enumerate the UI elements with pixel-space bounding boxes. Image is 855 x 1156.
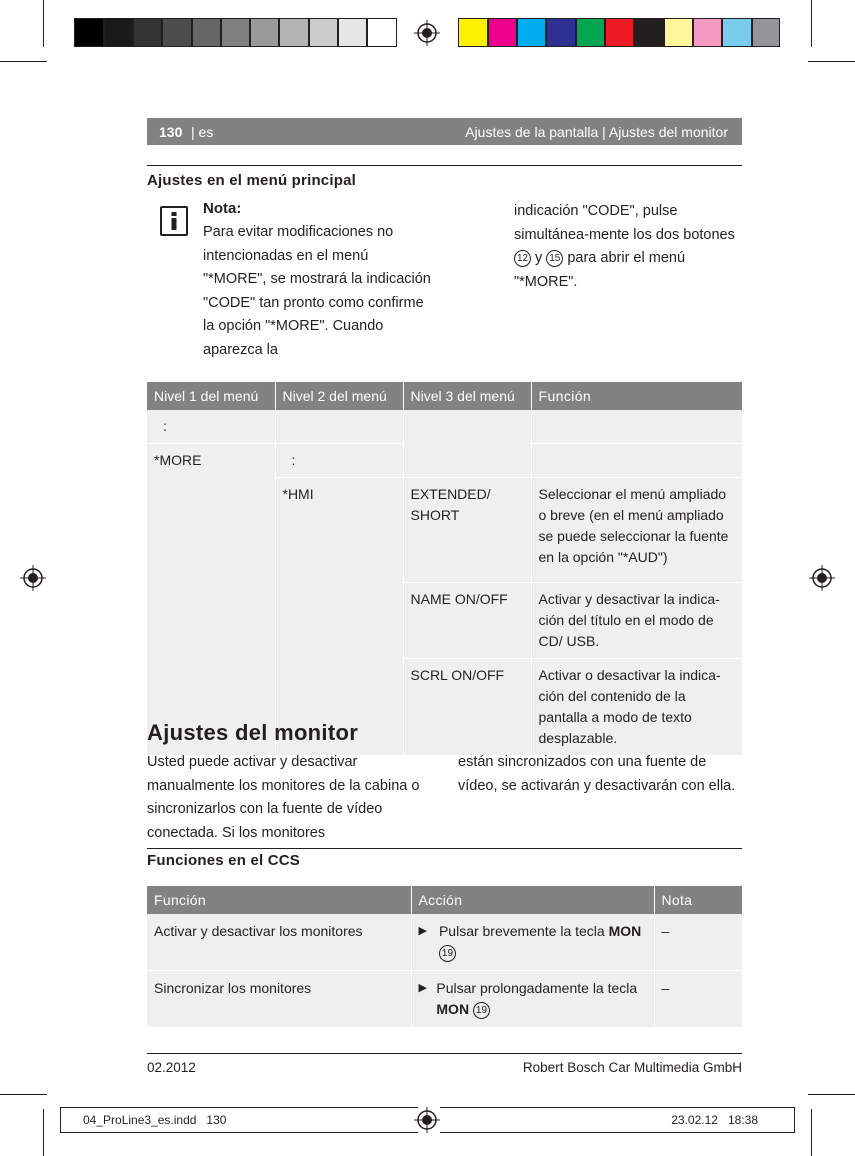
table-cell: Sincronizar los monitores <box>147 971 411 1028</box>
color-swatch <box>517 18 546 47</box>
column-header: Nota <box>654 886 742 914</box>
note-label: Nota: <box>203 200 242 217</box>
arrow-right-icon: ▶ <box>418 982 427 994</box>
gray-swatch <box>250 18 279 47</box>
table-cell: Activar y desactivar la indica-ción del título en el modo de CD/ USB. <box>531 583 742 659</box>
color-swatch <box>576 18 605 47</box>
footer-company: Robert Bosch Car Multimedia GmbH <box>522 1060 742 1075</box>
table-cell: ▶ Pulsar prolongadamente la tecla MON 19 <box>411 971 654 1028</box>
gray-swatch <box>279 18 309 47</box>
crop-mark <box>43 0 44 47</box>
table-row <box>147 971 742 1028</box>
color-swatch <box>605 18 634 47</box>
crop-mark <box>0 1094 47 1095</box>
menu-table <box>147 382 742 756</box>
mon-key: MON <box>436 1001 470 1017</box>
color-swatch <box>488 18 517 47</box>
button-19-icon: 19 <box>473 1002 490 1019</box>
registration-mark-icon <box>809 565 835 591</box>
note-text-col2: indicación "CODE", pulse simultánea-mente los dos botones 12 y 15 para abrir el menú "*MORE". <box>514 203 735 290</box>
button-19-icon: 19 <box>439 945 456 962</box>
column-header: Nivel 3 del menú <box>403 382 531 410</box>
crop-mark <box>811 0 812 47</box>
gray-swatch <box>309 18 338 47</box>
table-cell: *HMI <box>275 478 403 756</box>
table-cell: EXTENDED/ SHORT <box>403 478 531 583</box>
gray-swatch <box>104 18 133 47</box>
slug-file: 04_ProLine3_es.indd 130 <box>60 1107 418 1133</box>
monitor-text-col2: están sincronizados con una fuente de vídeo, se activarán y desactivarán con ella. <box>458 754 736 794</box>
table-cell: Activar y desactivar los monitores <box>147 914 411 971</box>
crop-mark <box>811 1109 812 1156</box>
section-heading: Funciones en el CCS <box>147 852 300 869</box>
column-header: Nivel 1 del menú <box>147 382 275 410</box>
slug-stamp: 23.02.12 18:38 <box>440 1107 795 1133</box>
gray-swatch <box>367 18 397 47</box>
table-cell: SCRL ON/OFF <box>403 659 531 756</box>
color-swatch <box>458 18 488 47</box>
button-12-icon: 12 <box>514 250 531 267</box>
gray-swatch <box>133 18 162 47</box>
button-15-icon: 15 <box>546 250 563 267</box>
section-heading: Ajustes en el menú principal <box>147 172 356 189</box>
table-cell: *MORE <box>147 444 275 756</box>
footer-date: 02.2012 <box>147 1060 196 1075</box>
table-cell: Seleccionar el menú ampliado o breve (en el menú ampliado se puede seleccionar la fuente en la opción "*AUD") <box>531 478 742 583</box>
crop-mark <box>43 1109 44 1156</box>
table-cell: Activar o desactivar la indica-ción del contenido de la pantalla a modo de texto desplazable. <box>531 659 742 756</box>
table-cell: : <box>147 410 275 444</box>
gray-swatch <box>162 18 192 47</box>
column-header: Nivel 2 del menú <box>275 382 403 410</box>
column-header: Acción <box>411 886 654 914</box>
note-text-col1: Para evitar modificaciones no intencionadas en el menú "*MORE", se mostrará la indicación "CODE" tan pronto como confirme la opción "*MORE". Cuando aparezca la <box>203 224 431 358</box>
table-row <box>147 410 742 444</box>
gray-swatch <box>74 18 104 47</box>
crop-mark <box>808 1094 855 1095</box>
language-tag: | es <box>191 124 214 140</box>
page-header <box>147 118 742 145</box>
table-cell: : <box>275 444 403 478</box>
table-cell <box>531 410 742 444</box>
table-cell <box>275 410 403 444</box>
color-swatch <box>546 18 576 47</box>
table-row <box>147 914 742 971</box>
table-cell: – <box>654 971 742 1028</box>
gray-swatch <box>338 18 367 47</box>
table-cell <box>403 410 531 478</box>
color-swatch <box>634 18 664 47</box>
divider <box>147 848 742 849</box>
arrow-right-icon: ▶ <box>418 925 427 937</box>
info-icon <box>160 206 188 236</box>
gray-swatch <box>221 18 250 47</box>
page-number: 130 <box>159 124 183 140</box>
section-title: Ajustes de la pantalla | Ajustes del monitor <box>465 124 728 140</box>
column-header: Función <box>531 382 742 410</box>
color-swatch <box>664 18 693 47</box>
table-header-row <box>147 382 742 410</box>
column-header: Función <box>147 886 411 914</box>
crop-mark <box>808 61 855 62</box>
color-swatch <box>693 18 722 47</box>
table-cell: – <box>654 914 742 971</box>
section-title-monitor: Ajustes del monitor <box>147 720 359 745</box>
color-swatch <box>722 18 752 47</box>
table-cell: ▶ Pulsar brevemente la tecla MON 19 <box>411 914 654 971</box>
table-cell: NAME ON/OFF <box>403 583 531 659</box>
gray-swatch <box>192 18 221 47</box>
registration-mark-icon <box>414 20 440 46</box>
mon-key: MON <box>608 923 642 939</box>
table-header-row <box>147 886 742 914</box>
monitor-text-col1: Usted puede activar y desactivar manualmente los monitores de la cabina o sincronizarlos con la fuente de vídeo conectada. Si los monitores <box>147 754 420 841</box>
divider <box>147 165 742 166</box>
registration-mark-icon <box>20 565 46 591</box>
divider <box>147 1053 742 1054</box>
crop-mark <box>0 61 47 62</box>
ccs-table <box>147 886 742 1028</box>
table-cell <box>531 444 742 478</box>
color-swatch <box>752 18 780 47</box>
